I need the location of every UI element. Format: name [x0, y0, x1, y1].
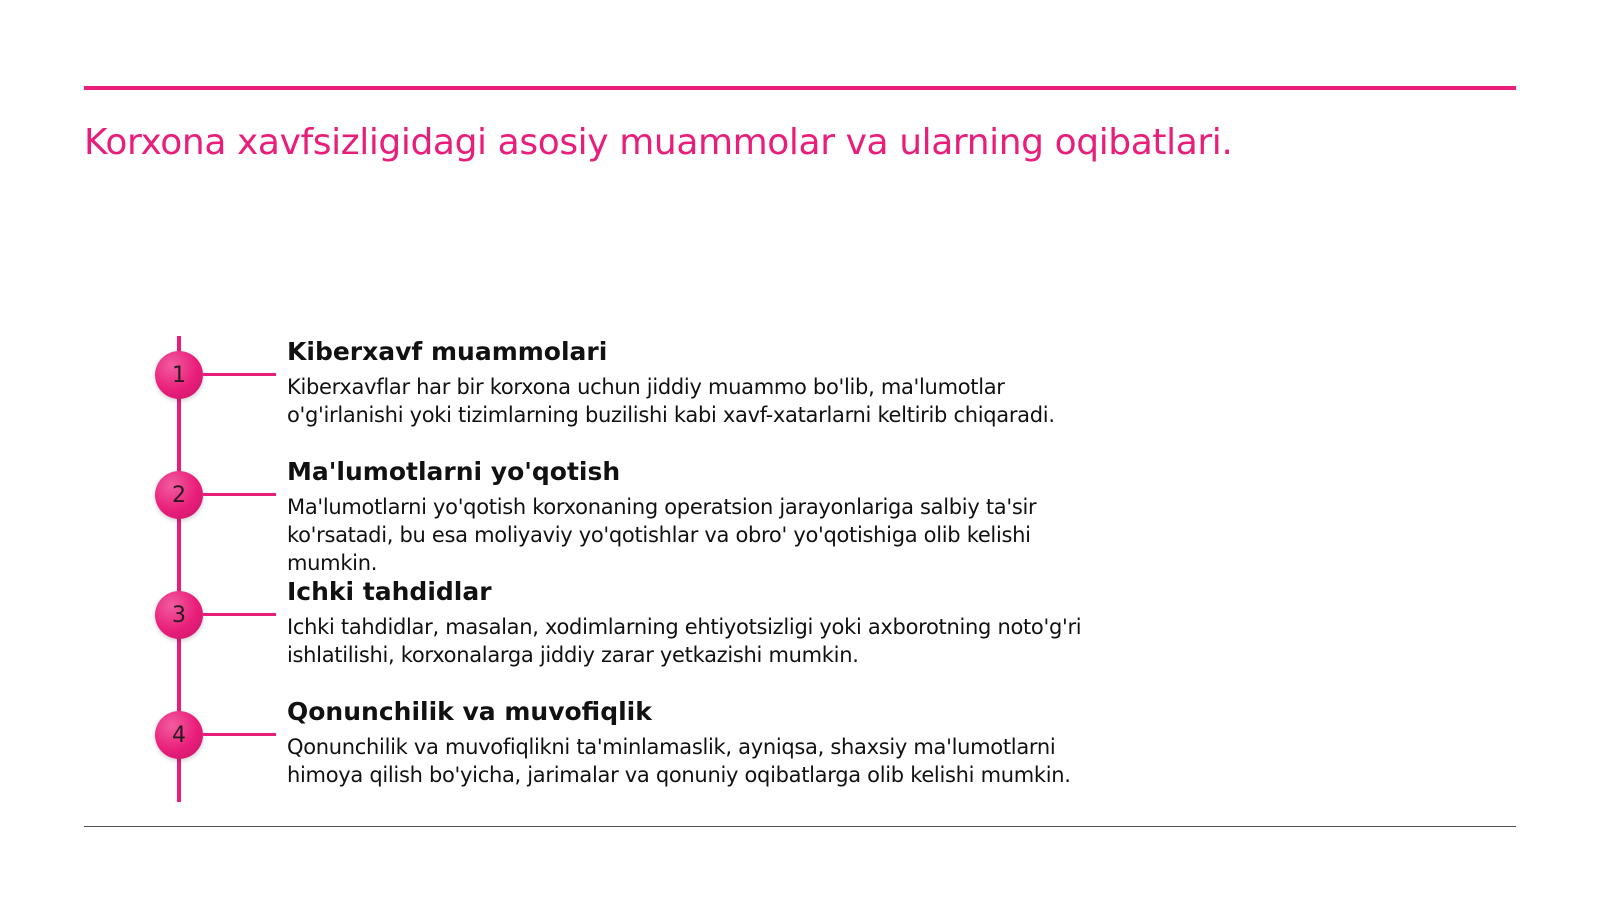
slide-title: Korxona xavfsizligidagi asosiy muammolar va ularning oqibatlari. — [84, 122, 1233, 163]
step-number-badge: 4 — [155, 711, 203, 759]
step-number-badge: 1 — [155, 351, 203, 399]
item-description: Ma'lumotlarni yo'qotish korxonaning operatsion jarayonlariga salbiy ta'sir ko'rsatadi, bu esa moliyaviy yo'qotishlar va obro' yo'qotishiga olib kelishi mumkin. — [287, 495, 1037, 575]
timeline-item — [0, 457, 1600, 575]
top-accent-rule — [84, 86, 1516, 90]
bottom-rule — [84, 826, 1516, 827]
item-heading: Ma'lumotlarni yo'qotish — [287, 457, 621, 486]
timeline-connector — [203, 613, 276, 616]
timeline-item — [0, 697, 1600, 787]
step-number-badge: 3 — [155, 591, 203, 639]
item-description: Qonunchilik va muvofiqlikni ta'minlamaslik, ayniqsa, shaxsiy ma'lumotlarni himoya qilish bo'yicha, jarimalar va qonuniy oqibatlarga olib kelishi mumkin. — [287, 735, 1071, 787]
item-heading: Ichki tahdidlar — [287, 577, 492, 606]
timeline-item — [0, 577, 1600, 667]
item-heading: Kiberxavf muammolari — [287, 337, 608, 366]
item-description: Kiberxavflar har bir korxona uchun jiddiy muammo bo'lib, ma'lumotlar o'g'irlanishi yoki tizimlarning buzilishi kabi xavf-xatarlarni keltirib chiqaradi. — [287, 375, 1055, 427]
timeline-item — [0, 337, 1600, 427]
timeline-connector — [203, 373, 276, 376]
step-number-badge: 2 — [155, 471, 203, 519]
item-description: Ichki tahdidlar, masalan, xodimlarning ehtiyotsizligi yoki axborotning noto'g'ri ishlatilishi, korxonalarga jiddiy zarar yetkazishi mumkin. — [287, 615, 1082, 667]
timeline-connector — [203, 493, 276, 496]
timeline-connector — [203, 733, 276, 736]
item-heading: Qonunchilik va muvofiqlik — [287, 697, 652, 726]
